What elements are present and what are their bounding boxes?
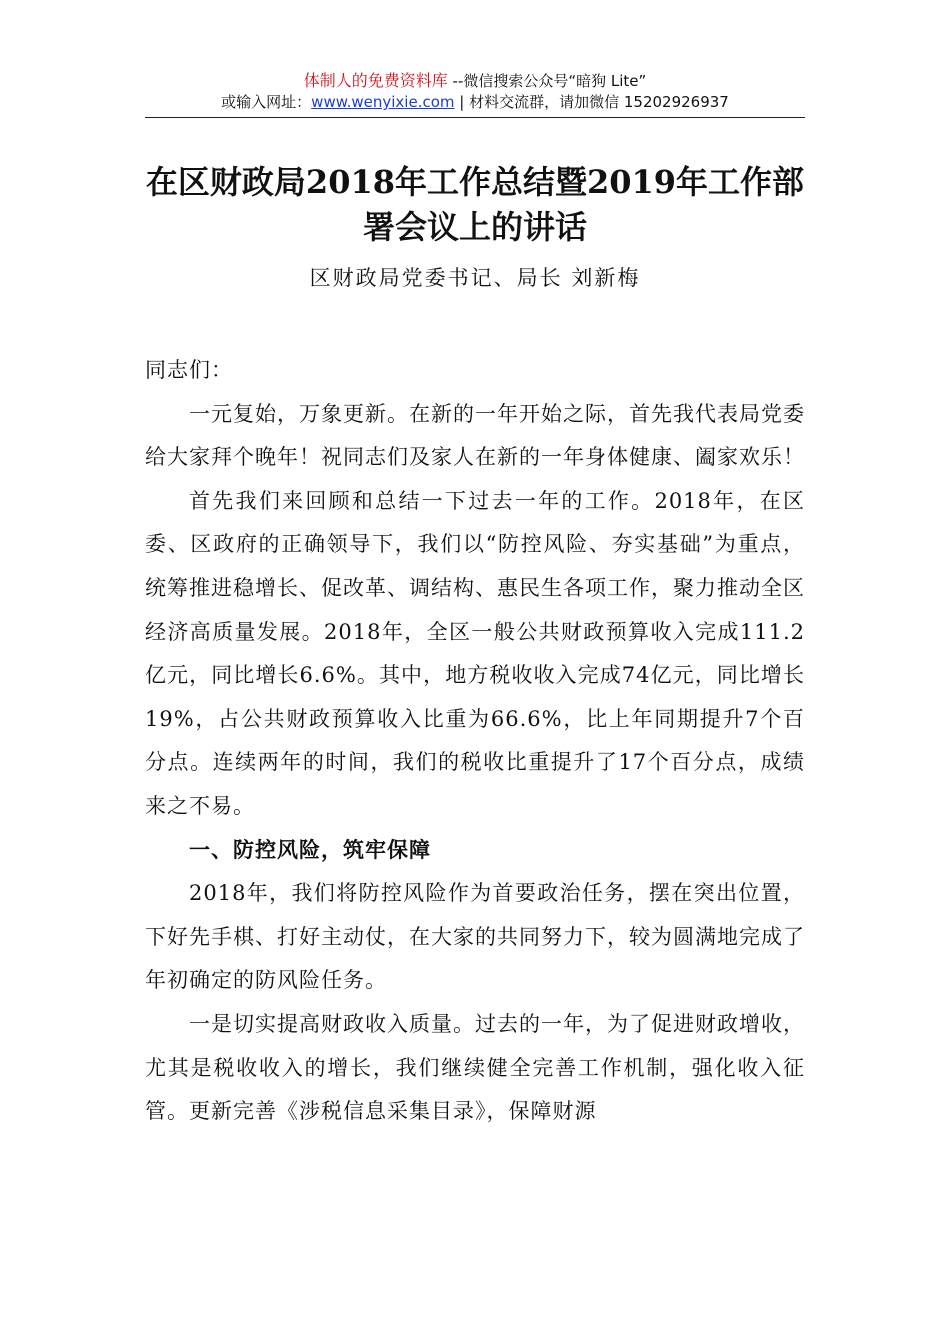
header-contact: | 材料交流群，请加微信 15202926937 (454, 93, 729, 111)
paragraph: 首先我们来回顾和总结一下过去一年的工作。2018年，在区委、区政府的正确领导下，我们以“防控风险、夯实基础”为重点，统筹推进稳增长、促改革、调结构、惠民生各项工作，聚力推动全区经济高质量发展。2018年，全区一般公共财政预算收入完成111.2亿元，同比增长6.6%。其中，地方税收收入完成74亿元，同比增长19%，占公共财政预算收入比重为66.6%，比上年同期提升7个百分点。连续两年的时间，我们的税收比重提升了17个百分点，成绩来之不易。 (145, 488, 805, 818)
document-title: 在区财政局2018年工作总结暨2019年工作部署会议上的讲话 (145, 163, 805, 246)
salutation: 同志们： (145, 358, 233, 382)
header-tagline: --微信搜索公众号“暗狗 Lite” (447, 72, 647, 90)
paragraph: 一元复始，万象更新。在新的一年开始之际，首先我代表局党委给大家拜个晚年！祝同志们及家人在新的一年身体健康、阖家欢乐！ (145, 401, 805, 470)
url-prefix: 或输入网址： (221, 93, 312, 111)
paragraph: 2018年，我们将防控风险作为首要政治任务，摆在突出位置，下好先手棋、打好主动仗，在大家的共同努力下，较为圆满地完成了年初确定的防风险任务。 (145, 881, 805, 993)
paragraph: 一是切实提高财政收入质量。过去的一年，为了促进财政增收，尤其是税收收入的增长，我们继续健全完善工作机制，强化收入征管。更新完善《涉税信息采集目录》，保障财源 (145, 1011, 805, 1124)
header-line-2 (145, 92, 805, 113)
section-heading: 一、防控风险，筑牢保障 (189, 837, 431, 862)
website-link[interactable]: www.wenyixie.com (311, 93, 455, 111)
document-body (145, 349, 805, 1134)
document-author: 区财政局党委书记、局长 刘新梅 (309, 266, 641, 290)
brand-name: 体制人的免费资料库 (303, 71, 448, 90)
header-line-1 (145, 70, 805, 92)
header-divider (145, 117, 805, 118)
source-header (145, 70, 805, 113)
